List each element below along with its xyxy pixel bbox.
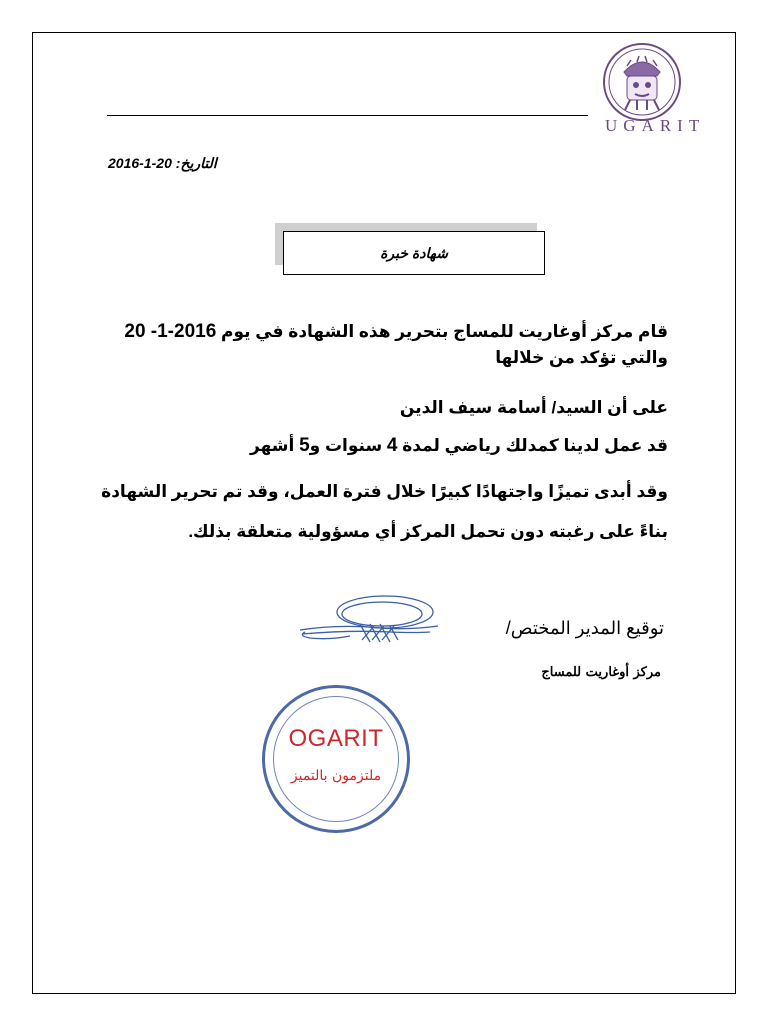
certificate-title-text: شهادة خبرة bbox=[380, 244, 448, 261]
signature-scribble bbox=[290, 590, 440, 660]
body-line-1-text: قام مركز أوغاريت للمساج بتحرير هذه الشهادة في يوم bbox=[216, 322, 668, 341]
employee-line: على أن السيد/ أسامة سيف الدين bbox=[399, 398, 668, 417]
body-line-1 bbox=[108, 320, 668, 344]
duration-months: 5 bbox=[299, 435, 310, 456]
issue-date: 20 -1-2016 bbox=[124, 321, 217, 342]
document-date: التاريخ: 20-1-2016 bbox=[108, 155, 217, 171]
duration-text-b: سنوات و bbox=[309, 436, 387, 455]
duration-line bbox=[108, 434, 668, 458]
signature-label: توقيع المدير المختص/ bbox=[505, 618, 664, 638]
company-stamp bbox=[262, 685, 410, 833]
body-line-5: وقد أبدى تميزًا واجتهادًا كبيرًا خلال فترة العمل، وقد تم تحرير الشهادة bbox=[101, 482, 668, 501]
center-name: مركز أوغاريت للمساج bbox=[541, 665, 661, 680]
duration-text-c: أشهر bbox=[250, 436, 300, 455]
header-divider bbox=[107, 115, 588, 116]
certificate-title bbox=[283, 231, 545, 275]
ugarit-logo bbox=[597, 42, 687, 122]
stamp-slogan: ملتزمون بالتميز bbox=[290, 768, 382, 784]
page-frame bbox=[32, 32, 736, 994]
body-line-6: بناءً على رغبته دون تحمل المركز أي مسؤولية متعلقة بذلك. bbox=[188, 522, 668, 541]
body-line-2: والتي تؤكد من خلالها bbox=[495, 348, 668, 367]
duration-years: 4 bbox=[386, 435, 398, 456]
stamp-inner-ring bbox=[273, 696, 399, 822]
stamp-title: OGARIT bbox=[288, 725, 384, 752]
duration-text-a: قد عمل لدينا كمدلك رياضي لمدة bbox=[397, 436, 668, 455]
brand-name: UGARIT bbox=[605, 116, 706, 135]
